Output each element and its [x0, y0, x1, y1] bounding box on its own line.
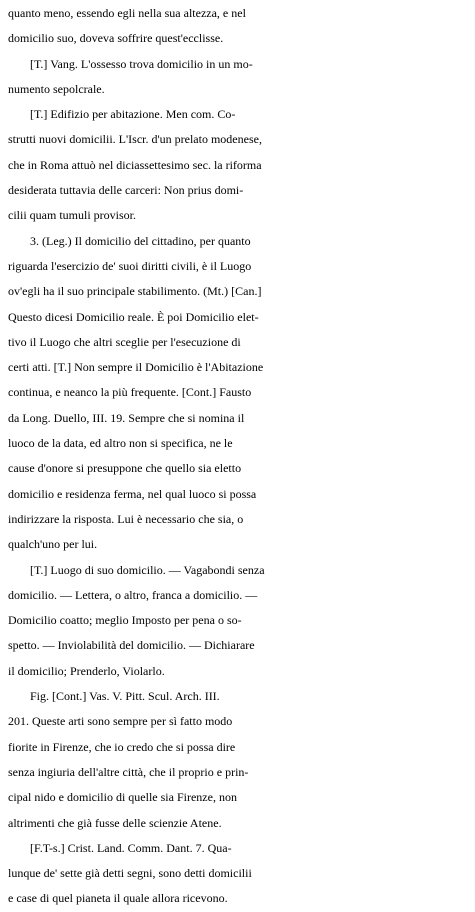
text-line: luoco de la data, ed altro non si specifica, ne le [8, 436, 233, 451]
text-line: domicilio suo, doveva soffrire quest'ecclisse. [8, 31, 224, 46]
text-line: lunque de' sette già detti segni, sono detti domicilii [8, 866, 252, 881]
text-line: senza ingiuria dell'altre città, che il proprio e prin- [8, 764, 249, 779]
text-line: cause d'onore si presuppone che quello sia eletto [8, 461, 242, 476]
text-line: indirizzare la risposta. Lui è necessario che sia, o [8, 511, 244, 526]
text-line: che in Roma attuò nel diciassettesimo sec. la riforma [8, 157, 262, 172]
text-line: qualch'uno per lui. [8, 537, 98, 552]
text-line: cilii quam tumuli provisor. [8, 208, 136, 223]
text-line: domicilio e residenza ferma, nel qual luoco si possa [8, 486, 257, 501]
text-line: certi atti. [T.] Non sempre il Domicilio è l'Abitazione [8, 360, 264, 375]
dictionary-page [8, 1, 468, 912]
text-line: riguarda l'esercizio de' suoi diritti civili, è il Luogo [8, 258, 252, 273]
text-line: [T.] Luogo di suo domicilio. — Vagabondi senza [30, 562, 265, 577]
text-line: strutti nuovi domicilii. L'Iscr. d'un prelato modenese, [8, 132, 262, 147]
text-line: fiorite in Firenze, che io credo che si possa dire [8, 739, 236, 754]
text-line: 3. (Leg.) Il domicilio del cittadino, per quanto [30, 233, 251, 248]
text-line: ov'egli ha il suo principale stabilimento. (Mt.) [Can.] [8, 284, 262, 299]
text-line: numento sepolcrale. [8, 81, 105, 96]
text-line: il domicilio; Prenderlo, Violarlo. [8, 663, 165, 678]
text-line: quanto meno, essendo egli nella sua altezza, e nel [8, 6, 246, 20]
text-line: tivo il Luogo che altri sceglie per l'esecuzione di [8, 334, 241, 349]
text-line: da Long. Duello, III. 19. Sempre che si nomina il [8, 410, 245, 425]
text-line: cipal nido e domicilio di quelle sia Firenze, non [8, 790, 237, 805]
text-line: Fig. [Cont.] Vas. V. Pitt. Scul. Arch. III. [30, 689, 220, 704]
text-line: continua, e neanco la più frequente. [Cont.] Fausto [8, 385, 252, 400]
text-line: Domicilio coatto; meglio Imposto per pena o so- [8, 613, 242, 628]
text-line: spetto. — Inviolabilità del domicilio. — Dichiarare [8, 638, 255, 653]
text-line: [T.] Edifizio per abitazione. Men com. Co- [30, 107, 236, 122]
text-line: Questo dicesi Domicilio reale. È poi Domicilio elet- [8, 309, 259, 324]
text-line: domicilio. — Lettera, o altro, franca a domicilio. — [8, 587, 258, 602]
text-line: altrimenti che già fusse delle scienzie Atene. [8, 815, 222, 830]
text-line: [T.] Vang. L'ossesso trova domicilio in un mo- [30, 56, 253, 71]
text-line: desiderata tuttavia delle carceri: Non prius domi- [8, 183, 244, 198]
text-line: e case di quel pianeta il quale allora ricevono. [8, 891, 228, 906]
text-line: [F.T-s.] Crist. Land. Comm. Dant. 7. Qua- [30, 840, 232, 855]
text-line: 201. Queste arti sono sempre per sì fatto modo [8, 714, 233, 729]
